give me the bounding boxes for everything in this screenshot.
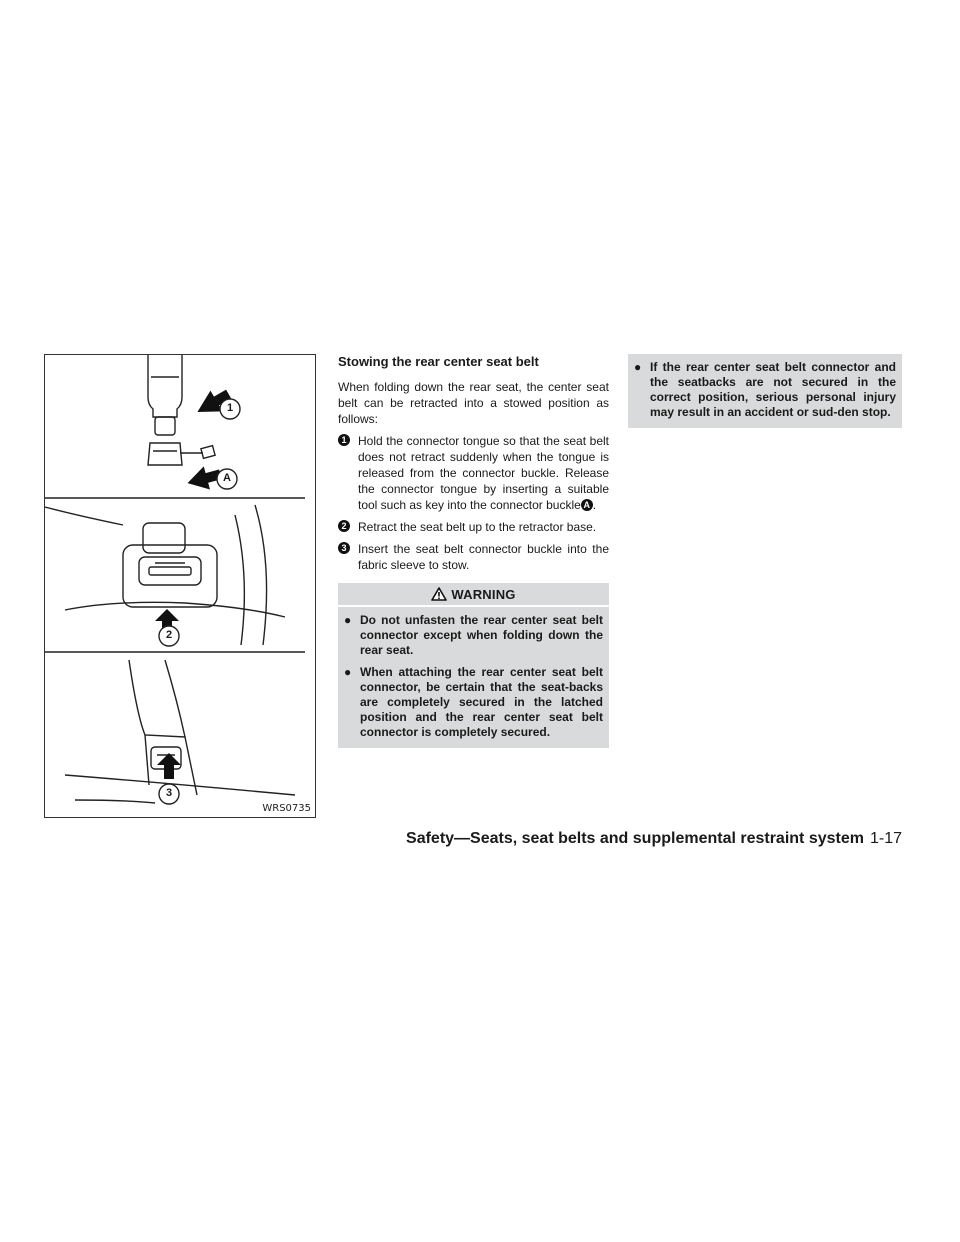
warning-box [338,607,609,748]
figure-code: WRS0735 [262,803,311,814]
step-number-badge: 1 [338,434,350,446]
callout-3: 3 [165,787,173,799]
callout-1: 1 [226,402,234,414]
step-tail: . [592,498,597,512]
step-number-badge: 3 [338,542,350,554]
warning-header [338,583,609,605]
warning-item-text: When attaching the rear center seat belt connector, be certain that the seat-backs are completely secured in the latched position and the rear center seat belt connector is completely secured. [360,665,603,739]
step-number-badge: 2 [338,520,350,532]
warning-box-continued [628,354,902,428]
warning-item [344,613,603,658]
step-2 [338,519,609,535]
warning-continuation-column [628,354,902,428]
page-number: 1-17 [869,830,902,847]
section-heading: Stowing the rear center seat belt [338,354,539,369]
intro-paragraph: When folding down the rear seat, the center seat belt can be retracted into a stowed position as follows: [338,380,609,426]
callout-2: 2 [165,629,173,641]
seat-belt-illustration [44,354,316,818]
step-text: Hold the connector tongue so that the seat belt does not retract suddenly when the tongue is released from the connector buckle. Release the connector tongue by inserting a suitable tool such as key into the connector buckle [358,434,609,512]
warning-item-text: If the rear center seat belt connector and the seatbacks are not secured in the correct position, serious personal injury may result in an accident or sud-den stop. [650,360,896,419]
illustration-drawing [45,355,317,819]
bullet-icon: ● [344,665,352,679]
step-text: Retract the seat belt up to the retractor base. [358,520,597,534]
step-1 [338,433,609,513]
warning-item-text: Do not unfasten the rear center seat belt connector except when folding down the rear seat. [360,613,603,657]
warning-item [634,360,896,420]
warning-item [344,665,603,740]
page-footer [406,830,902,848]
warning-title: WARNING [451,586,516,602]
callout-a: A [223,472,231,484]
bullet-icon: ● [634,360,642,374]
bullet-icon: ● [344,613,352,627]
warning-triangle-icon [431,587,447,601]
step-3 [338,541,609,573]
callout-reference-badge: A [581,499,593,511]
step-text: Insert the seat belt connector buckle into the fabric sleeve to stow. [358,542,609,572]
instructions-column [338,354,609,748]
footer-section-title: Safety—Seats, seat belts and supplemental restraint system [406,830,864,847]
